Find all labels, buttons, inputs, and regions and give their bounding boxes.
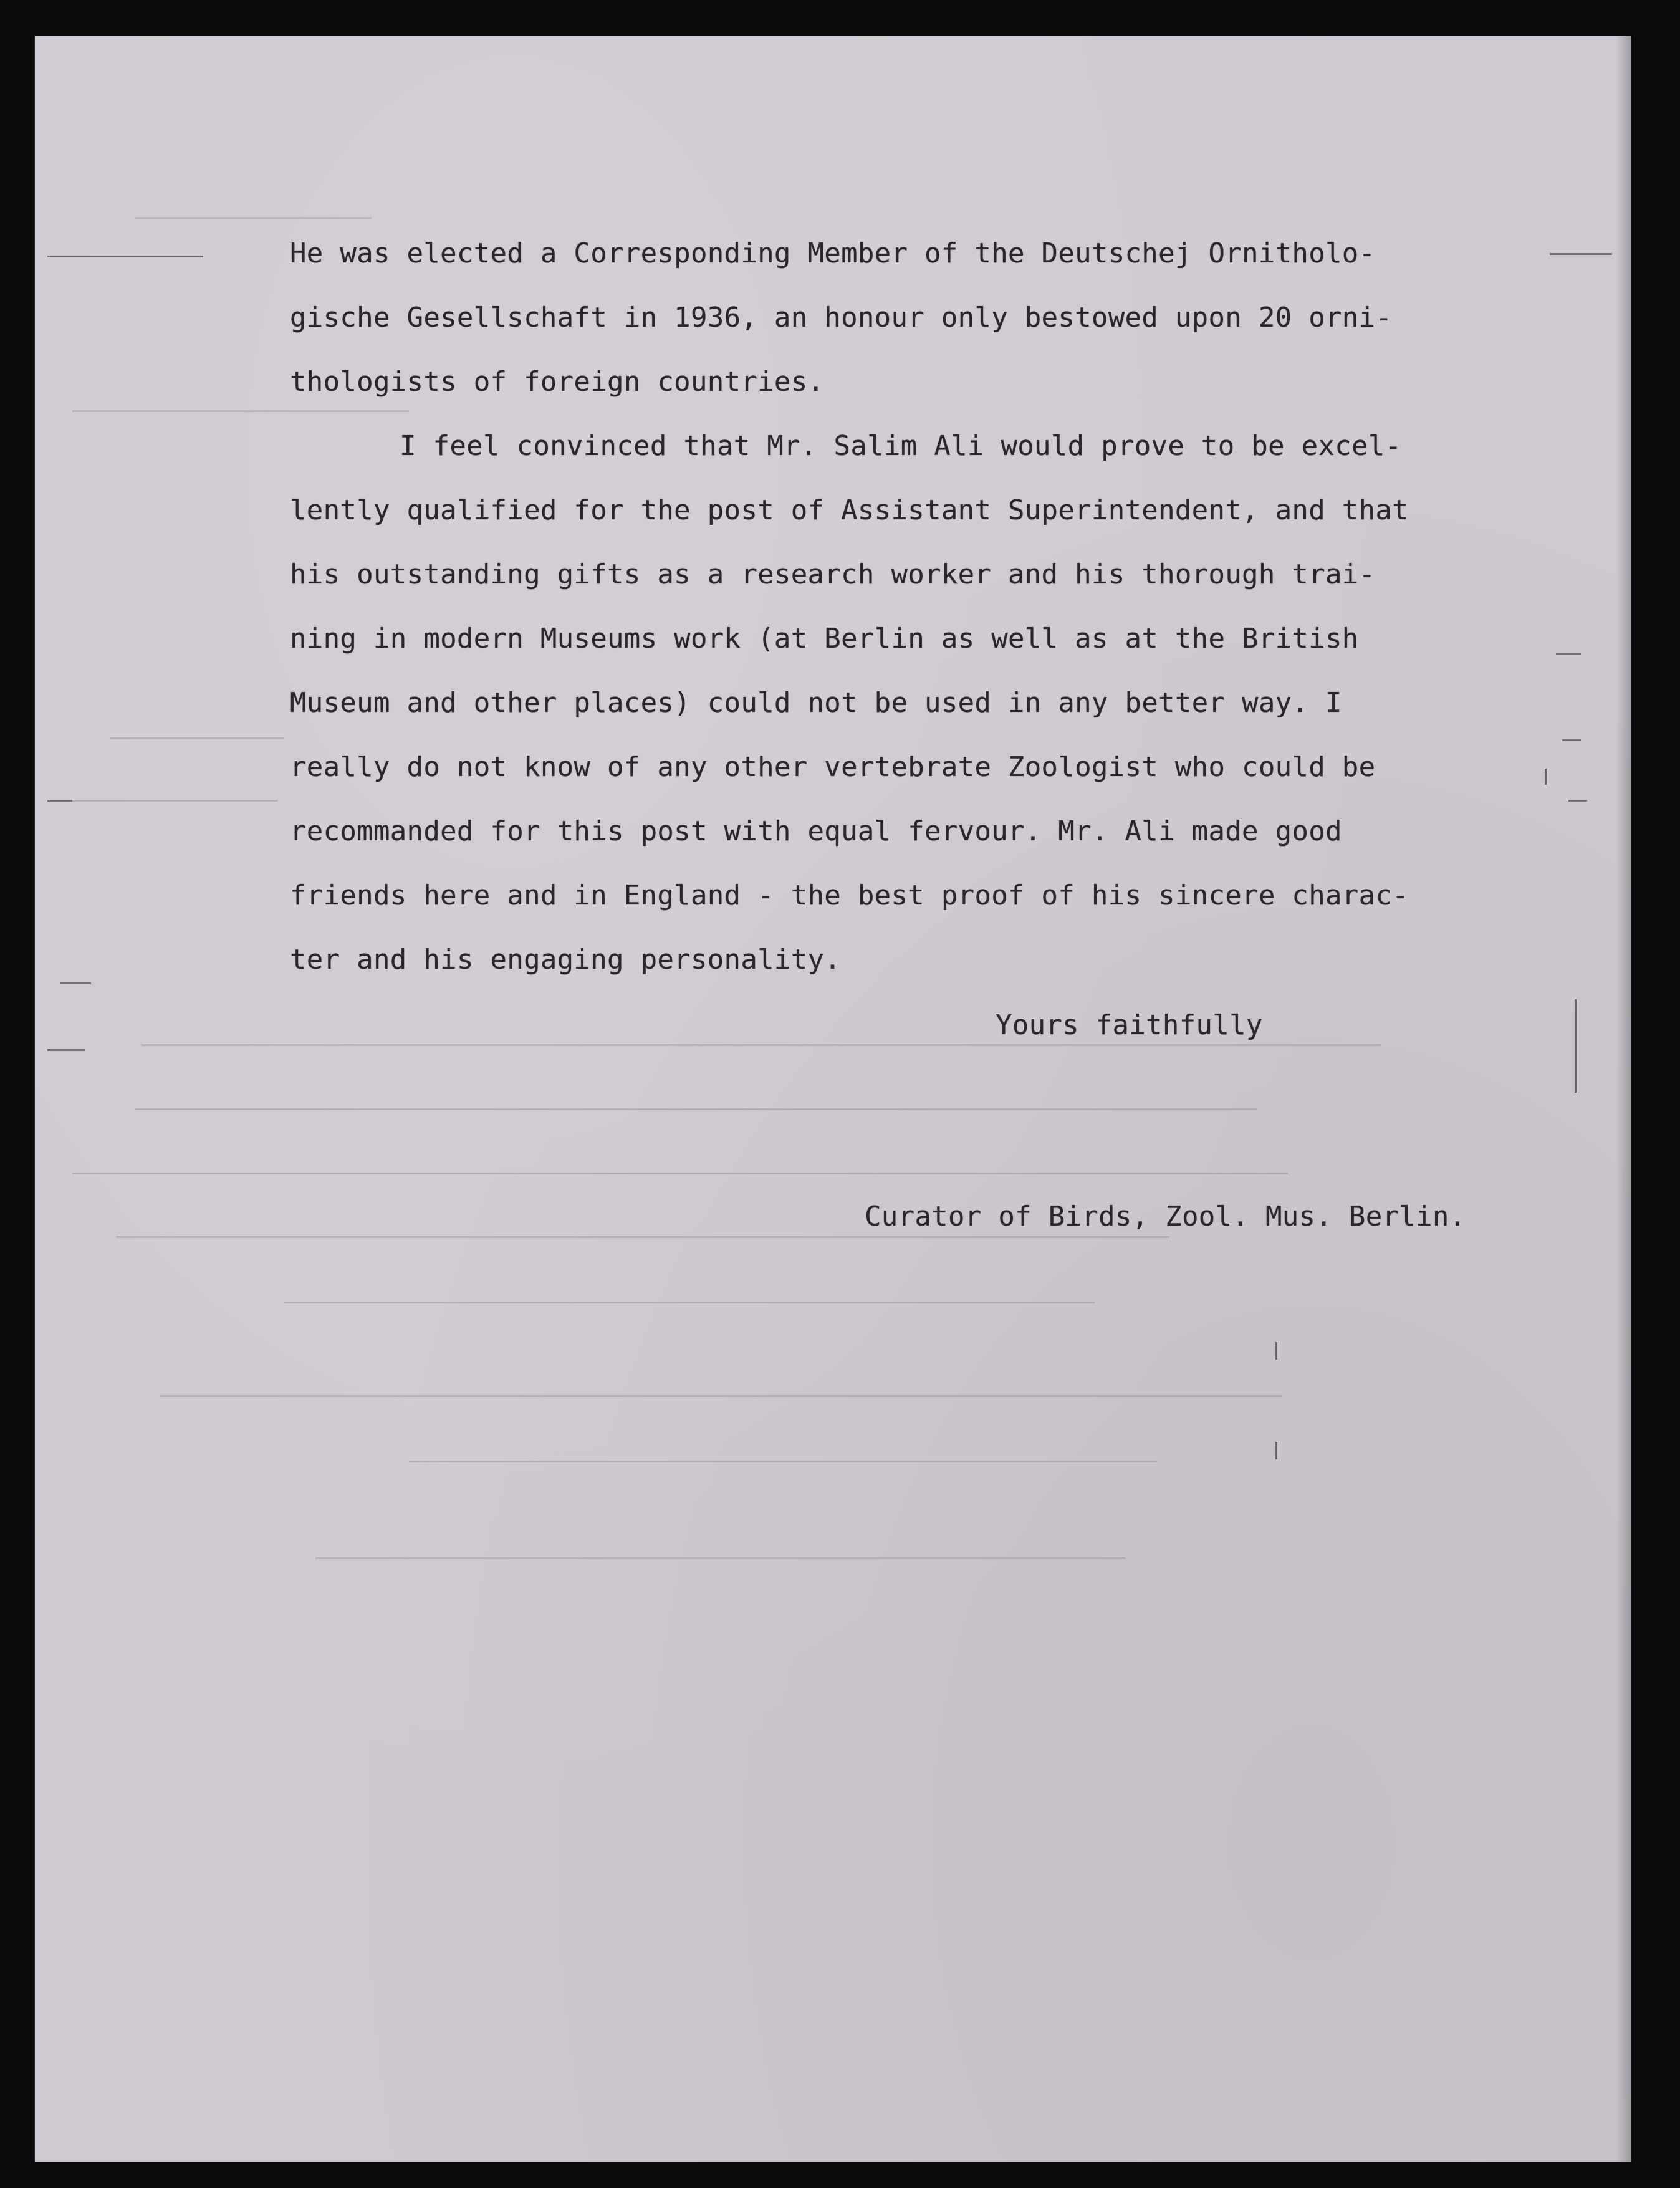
- margin-dash: [1556, 653, 1581, 655]
- margin-tick: [1275, 1342, 1277, 1360]
- show-through-mark: [160, 1395, 1282, 1397]
- margin-tick: [1275, 1442, 1277, 1459]
- margin-dash: [1568, 800, 1587, 802]
- show-through-mark: [135, 217, 372, 219]
- page-edge-shadow: [1616, 36, 1631, 2162]
- show-through-mark: [72, 800, 278, 802]
- margin-dash: [60, 982, 91, 984]
- show-through-mark: [72, 1173, 1288, 1174]
- letter-closing: Yours faithfully: [996, 1009, 1263, 1041]
- letter-line: really do not know of any other vertebrate Zoologist who could be: [290, 751, 1376, 783]
- show-through-mark: [284, 1302, 1095, 1303]
- letter-line: Museum and other places) could not be used in any better way. I: [290, 687, 1342, 719]
- margin-dash: [47, 1049, 85, 1051]
- show-through-mark: [110, 737, 284, 739]
- letter-line: gische Gesellschaft in 1936, an honour only bestowed upon 20 orni-: [290, 302, 1393, 333]
- typed-letter-page: [35, 36, 1631, 2162]
- letter-line: friends here and in England - the best proof of his sincere charac-: [290, 880, 1409, 911]
- margin-tick: [1575, 999, 1577, 1093]
- letter-line: ning in modern Museums work (at Berlin as well as at the British: [290, 623, 1359, 655]
- letter-line: He was elected a Corresponding Member of the Deutschej Ornitholo-: [290, 238, 1376, 269]
- show-through-mark: [409, 1461, 1157, 1462]
- letter-line: recommanded for this post with equal fervour. Mr. Ali made good: [290, 815, 1342, 847]
- margin-dash: [47, 256, 203, 257]
- margin-dash: [47, 800, 72, 802]
- show-through-mark: [315, 1557, 1126, 1559]
- letter-line: I feel convinced that Mr. Salim Ali would prove to be excel-: [400, 430, 1402, 462]
- letter-signature: Curator of Birds, Zool. Mus. Berlin.: [865, 1201, 1466, 1232]
- letter-line: ter and his engaging personality.: [290, 944, 842, 976]
- letter-line: his outstanding gifts as a research worker and his thorough trai-: [290, 559, 1376, 590]
- letter-line: thologists of foreign countries.: [290, 366, 825, 398]
- margin-dash: [1550, 253, 1612, 255]
- margin-tick: [1545, 769, 1547, 785]
- margin-dash: [1562, 739, 1581, 741]
- letter-line: lently qualified for the post of Assistant Superintendent, and that: [290, 494, 1409, 526]
- show-through-mark: [135, 1108, 1257, 1110]
